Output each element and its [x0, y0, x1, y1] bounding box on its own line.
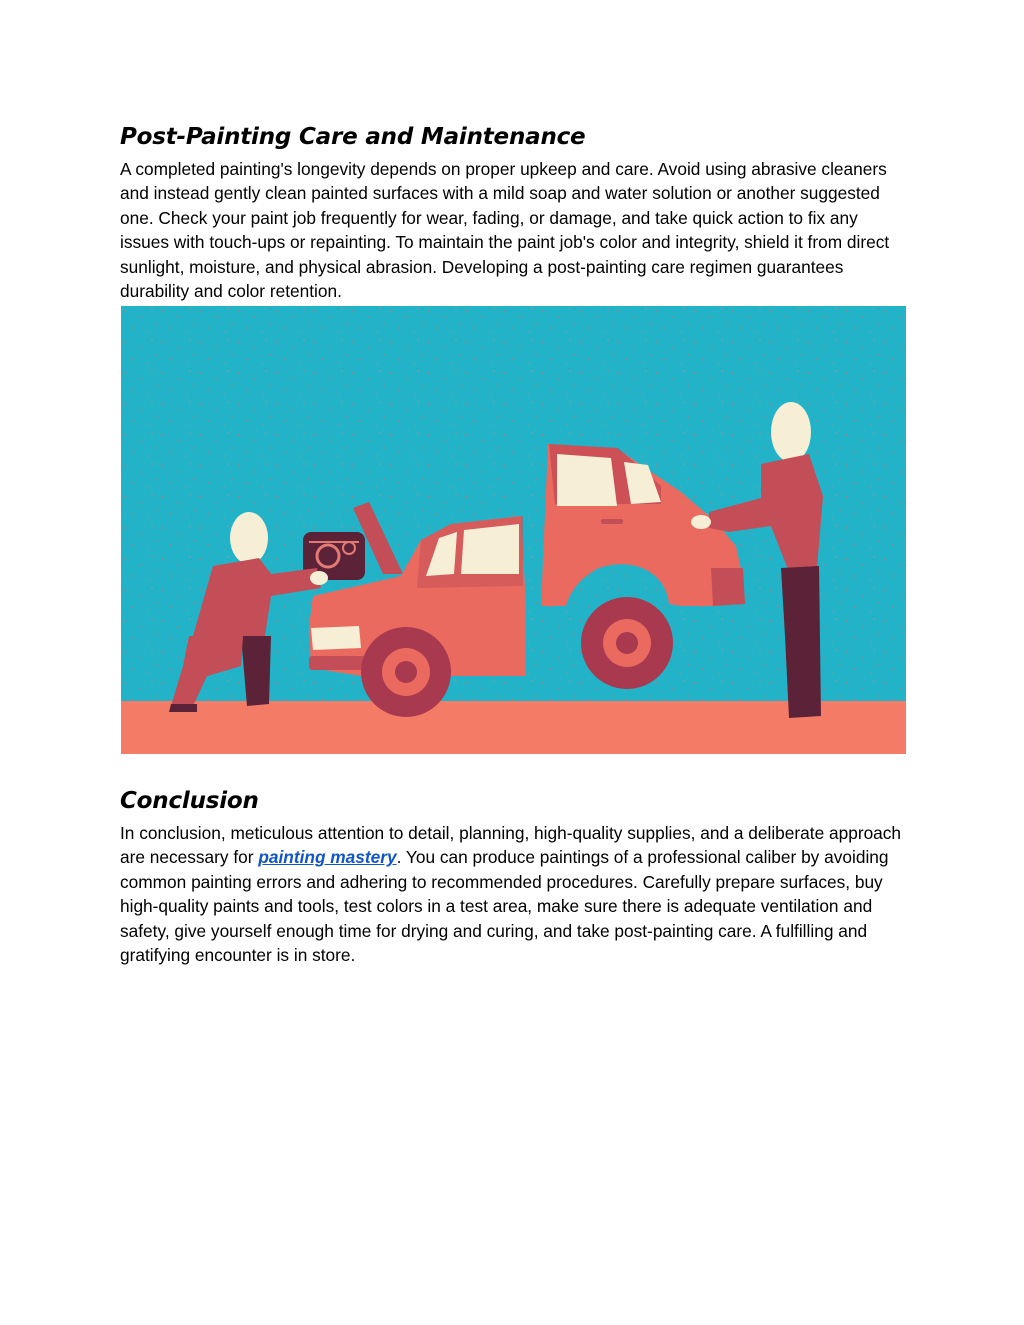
section-heading-conclusion: Conclusion: [120, 788, 259, 814]
painting-mastery-link[interactable]: painting mastery: [258, 847, 397, 868]
conclusion-text-before-link: In conclusion, meticulous attention to detail, planning, high-quality supplies, and a deliberate approach are necessary for: [120, 823, 902, 868]
section-heading-post-painting-care: Post-Painting Care and Maintenance: [120, 124, 586, 150]
section-paragraph-post-painting-care: A completed painting's longevity depends on proper upkeep and care. Avoid using abrasive cleaners and instead gently clean painted surfaces with a mild soap and water solution or another suggested one. Check your paint job frequently for wear, fading, or damage, and take quick action to fix any issues with touch-ups or repainting. To maintain the paint job's color and integrity, shield it from direct sunlight, moisture, and physical abrasion. Developing a post-painting care regimen guarantees durability and color retention.: [120, 159, 890, 302]
conclusion-text-after-link: . You can produce paintings of a professional caliber by avoiding common painting errors and adhering to recommended procedures. Carefully prepare surfaces, buy high-quality paints and tools, test colors in a test area, make sure there is adequate ventilation and safety, give yourself enough time for drying and curing, and take post-painting care. A fulfilling and gratifying encounter is in store.: [120, 847, 889, 966]
car-repair-illustration: [121, 306, 906, 754]
ground: [121, 701, 906, 754]
section-paragraph-conclusion: [120, 821, 905, 967]
